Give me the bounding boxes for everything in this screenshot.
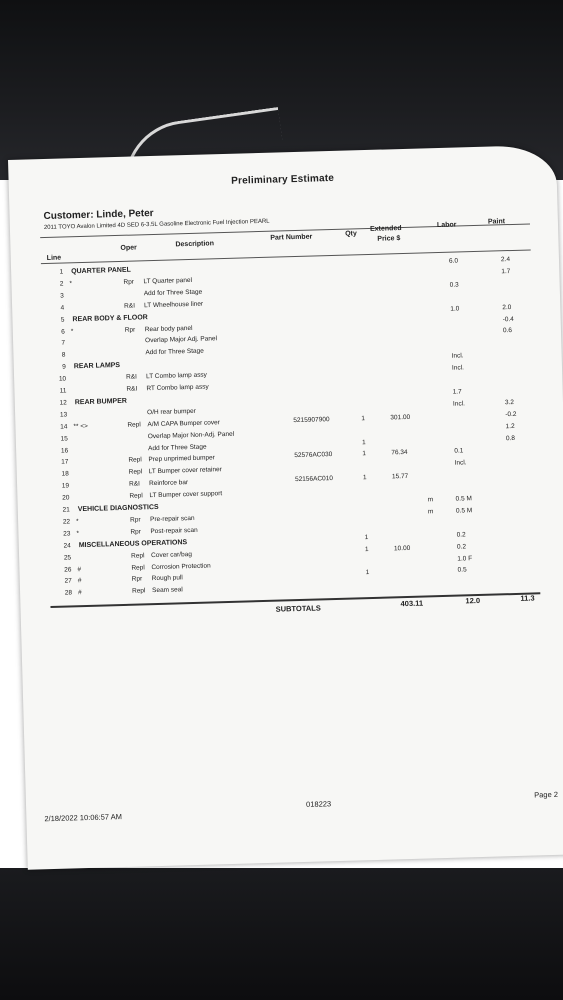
- page-number: Page 2: [534, 789, 559, 800]
- line-number: 3: [60, 292, 64, 300]
- line-number: 1: [59, 268, 64, 276]
- operation: Repl: [131, 551, 145, 560]
- description: REAR LAMPS: [73, 362, 121, 371]
- line-number: 10: [58, 375, 67, 383]
- line-number: 18: [61, 470, 69, 478]
- operation: R&I: [124, 302, 136, 310]
- extended-price: 301.00: [390, 413, 411, 422]
- line-number: 25: [63, 553, 72, 562]
- description: LT Bumper cover support: [149, 490, 223, 500]
- description: RT Combo lamp assy: [146, 383, 209, 393]
- extended-price: 15.77: [391, 473, 409, 481]
- paint-hours: -0.2: [505, 410, 517, 418]
- line-number: 21: [62, 506, 70, 514]
- labor-hours: 0.5 M: [455, 495, 473, 503]
- line-number: 6: [61, 327, 65, 336]
- paint-hours: 0.8: [505, 434, 516, 442]
- line-number: 17: [61, 458, 69, 467]
- line-mark: *: [76, 518, 79, 526]
- col-part-number: Part Number: [270, 233, 313, 242]
- operation: Rpr: [131, 575, 143, 584]
- subtotal-paint: 11.3: [520, 593, 535, 603]
- description: LT Combo lamp assy: [146, 371, 207, 381]
- labor-hours: 0.5 M: [455, 507, 473, 515]
- operation: Repl: [128, 468, 143, 477]
- line-number: 4: [60, 304, 65, 312]
- labor-hours: Incl.: [452, 400, 466, 408]
- col-line: Line: [46, 254, 62, 262]
- description: Cover car/bag: [150, 550, 193, 559]
- line-mark: *: [69, 280, 73, 288]
- line-number: 5: [60, 316, 65, 324]
- line-number: 16: [60, 446, 69, 455]
- operation: Repl: [131, 587, 146, 595]
- quantity: 1: [365, 569, 370, 577]
- labor-hours: 0.5: [457, 566, 467, 574]
- line-number: 24: [63, 542, 71, 550]
- description: Prep unprimed bumper: [148, 454, 215, 464]
- labor-hours: Incl.: [451, 364, 465, 372]
- labor-hours: 1.0: [450, 305, 460, 313]
- operation: R&I: [126, 385, 138, 393]
- labor-hours: 1.7: [452, 388, 462, 396]
- line-number: 22: [62, 518, 71, 526]
- quantity: 1: [364, 533, 369, 541]
- col-paint: Paint: [487, 218, 506, 226]
- paint-hours: 0.6: [502, 327, 513, 335]
- document-number: 018223: [305, 799, 332, 809]
- line-mark: #: [77, 577, 82, 585]
- line-number: 19: [61, 482, 70, 490]
- col-extended-price-1: Extended: [369, 225, 402, 233]
- description: Add for Three Stage: [143, 288, 203, 298]
- description: VEHICLE DIAGNOSTICS: [77, 503, 159, 514]
- extended-price: 10.00: [393, 544, 411, 552]
- paint-hours: 1.2: [505, 422, 515, 430]
- background-desk-bottom: [0, 868, 563, 1000]
- operation: Rpr: [123, 278, 135, 286]
- paint-hours: 3.2: [504, 398, 515, 407]
- description: A/M CAPA Bumper cover: [147, 418, 221, 428]
- subtotal-price: 403.11: [400, 598, 424, 609]
- line-number: 15: [60, 435, 68, 443]
- labor-hours: Incl.: [451, 352, 464, 360]
- description: Add for Three Stage: [148, 443, 207, 452]
- description: LT Quarter panel: [143, 276, 193, 286]
- document-title: Preliminary Estimate: [231, 172, 335, 187]
- col-qty: Qty: [345, 230, 357, 238]
- estimate-sheet: [8, 145, 563, 870]
- labor-hours: Incl.: [454, 459, 467, 467]
- operation: R&I: [126, 373, 138, 381]
- line-number: 7: [61, 339, 66, 347]
- line-number: 14: [60, 423, 68, 431]
- description: Rear body panel: [144, 324, 193, 333]
- col-oper: Oper: [120, 244, 137, 252]
- line-number: 9: [62, 363, 66, 371]
- line-number: 23: [63, 530, 71, 538]
- part-number: 52576AC030: [294, 451, 333, 460]
- quantity: 1: [364, 545, 369, 553]
- labor-flag: m: [427, 508, 434, 516]
- labor-hours: 1.0 F: [457, 554, 473, 563]
- labor-hours: 0.1: [454, 447, 464, 456]
- line-mark: *: [70, 327, 74, 335]
- line-number: 20: [62, 494, 70, 502]
- description: Corrosion Protection: [151, 562, 211, 571]
- print-date: 2/18/2022 10:06:57 AM: [44, 812, 123, 824]
- operation: Repl: [129, 492, 143, 500]
- line-mark: #: [77, 565, 82, 573]
- paint-hours: 1.7: [501, 267, 511, 276]
- description: REAR BODY & FLOOR: [72, 313, 148, 323]
- description: REAR BUMPER: [74, 397, 128, 407]
- paint-hours: 2.0: [502, 303, 512, 311]
- line-number: 11: [59, 387, 67, 395]
- operation: Rpr: [130, 516, 141, 524]
- description: Post-repair scan: [150, 526, 198, 535]
- operation: Repl: [131, 563, 145, 572]
- line-number: 2: [59, 280, 64, 288]
- line-number: 12: [59, 399, 67, 407]
- col-extended-price-2: Price $: [377, 235, 401, 243]
- line-number: 27: [64, 577, 72, 585]
- description: Overlap Major Non-Adj. Panel: [147, 430, 235, 440]
- part-number: 5215907900: [293, 415, 330, 424]
- labor-hours: 0.2: [456, 531, 466, 539]
- labor-hours: 6.0: [448, 257, 459, 265]
- line-number: 28: [64, 589, 73, 597]
- operation: Repl: [127, 421, 141, 429]
- description: Pre-repair scan: [149, 514, 195, 524]
- line-mark: *: [76, 529, 80, 538]
- description: QUARTER PANEL: [71, 266, 131, 276]
- description: LT Wheelhouse liner: [144, 300, 204, 309]
- line-number: 13: [59, 411, 68, 419]
- extended-price: 76.34: [391, 449, 408, 457]
- description: Add for Three Stage: [145, 347, 204, 357]
- line-number: 8: [61, 351, 66, 359]
- paint-hours: 2.4: [500, 256, 511, 264]
- description: LT Bumper cover retainer: [148, 466, 222, 476]
- quantity: 1: [362, 450, 367, 458]
- operation: R&I: [129, 480, 141, 488]
- labor-hours: 0.2: [456, 542, 467, 551]
- col-description: Description: [175, 240, 215, 249]
- subtotal-labor: 12.0: [465, 595, 481, 606]
- paint-hours: -0.4: [502, 315, 514, 323]
- operation: Rpr: [124, 326, 136, 334]
- labor-hours: 0.3: [449, 281, 459, 289]
- line-mark: ** <>: [73, 422, 89, 430]
- line-mark: #: [78, 589, 82, 597]
- description: Rough pull: [151, 574, 183, 583]
- customer-name: Customer: Linde, Peter: [43, 207, 154, 223]
- col-labor: Labor: [436, 221, 457, 230]
- description: O/H rear bumper: [147, 407, 196, 417]
- part-number: 52156AC010: [294, 475, 334, 484]
- quantity: 1: [361, 438, 366, 446]
- vehicle-description: 2011 TOYO Avalon Limited 4D SED 6-3.5L Gasoline Electronic Fuel Injection PEARL: [43, 218, 270, 232]
- operation: Repl: [128, 456, 142, 465]
- operation: Rpr: [130, 528, 142, 536]
- description: Reinforce bar: [149, 479, 189, 488]
- description: MISCELLANEOUS OPERATIONS: [78, 538, 188, 549]
- subtotals-label: SUBTOTALS: [275, 603, 321, 614]
- quantity: 1: [362, 474, 367, 482]
- quantity: 1: [361, 414, 366, 422]
- description: Seam seal: [151, 586, 183, 595]
- line-number: 26: [64, 565, 72, 574]
- description: Overlap Major Adj. Panel: [145, 335, 218, 345]
- labor-flag: m: [427, 496, 434, 504]
